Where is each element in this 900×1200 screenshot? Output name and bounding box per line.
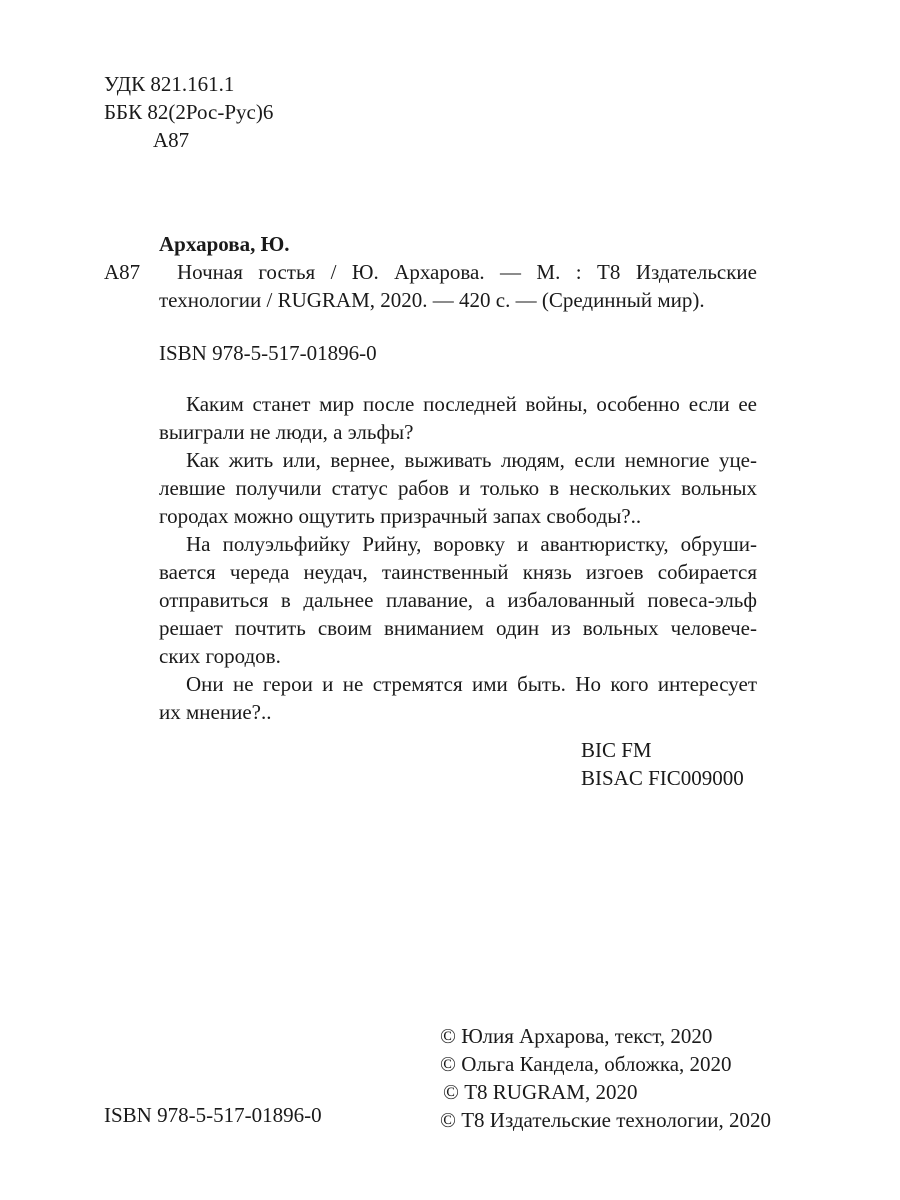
annotation-line: Как жить или, вернее, выживать людям, если немногие уце- [186,448,757,472]
bbk-code: ББК 82(2Рос-Рус)6 [104,100,274,124]
bic-code: BIC FM [581,738,652,762]
annotation-line: отправиться в дальнее плавание, а избалованный повеса-эльф [159,588,757,612]
annotation-paragraph [159,446,757,530]
annotation-paragraph [159,390,757,446]
copyright-block [440,1022,771,1134]
annotation-line: ских городов. [159,644,281,668]
catalog-line: Ночная гостья / Ю. Архарова. — М. : Т8 Издательские [177,260,757,284]
annotation-line: Каким станет мир после последней войны, особенно если ее [186,392,757,416]
isbn-footer: ISBN 978-5-517-01896-0 [104,1103,322,1127]
annotation-line: На полуэльфийку Рийну, воровку и авантюристку, обруши- [186,532,757,556]
catalog-line: технологии / RUGRAM, 2020. — 420 с. — (Срединный мир). [159,288,705,312]
annotation-paragraph [159,670,757,726]
catalog-author: Архарова, Ю. [159,232,290,256]
annotation-line: их мнение?.. [159,700,272,724]
author-sign-side: А87 [104,260,141,284]
annotation-line: городах можно ощутить призрачный запах свободы?.. [159,504,642,528]
copyright-line: © Ольга Кандела, обложка, 2020 [440,1052,732,1076]
bisac-code: BISAC FIC009000 [581,766,744,790]
copyright-line: © Юлия Архарова, текст, 2020 [440,1024,713,1048]
annotation-paragraph [159,530,757,670]
annotation-line: вается череда неудач, таинственный князь изгоев собирается [159,560,757,584]
copyright-line: © Т8 Издательские технологии, 2020 [440,1108,771,1132]
annotation [159,390,757,726]
author-sign-top: А87 [153,128,190,152]
udk-code: УДК 821.161.1 [104,72,235,96]
isbn-main: ISBN 978-5-517-01896-0 [159,341,377,365]
copyright-line: © Т8 RUGRAM, 2020 [443,1080,638,1104]
annotation-line: левшие получили статус рабов и только в нескольких вольных [159,476,757,500]
annotation-line: решает почтить своим вниманием один из вольных человече- [159,616,757,640]
catalog-description [159,258,757,314]
annotation-line: выиграли не люди, а эльфы? [159,420,414,444]
annotation-line: Они не герои и не стремятся ими быть. Но кого интересует [186,672,757,696]
